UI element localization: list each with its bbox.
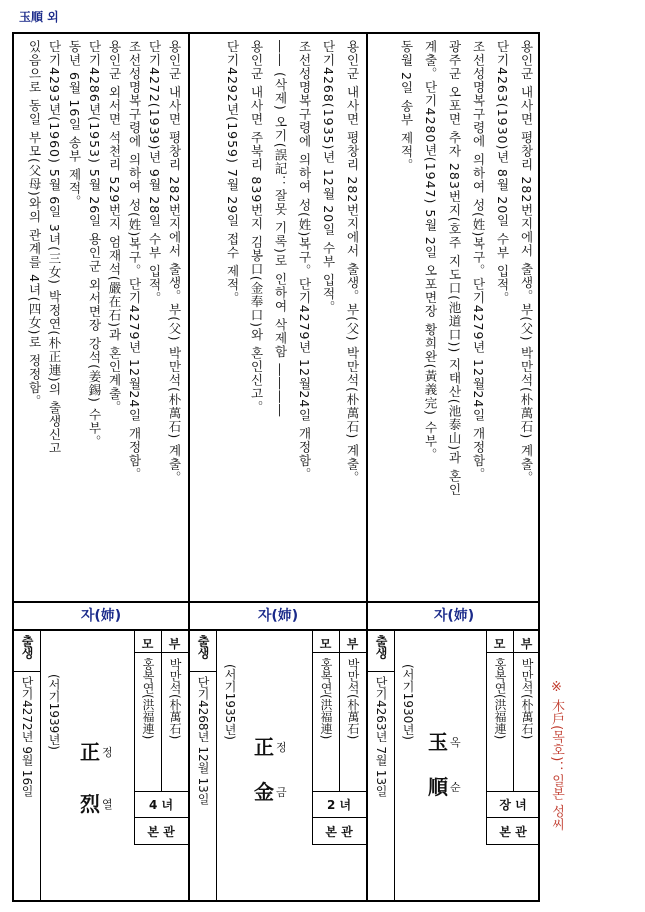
record-line: 계출。단기4280년(1947) 5월 2일 오포면장 황희완(黃義完) 수부。 [423,40,438,462]
child-order: 장 녀 [499,798,527,812]
grid-line [134,791,188,792]
record-line: ―― (삭제) 오기(誤記：잘못 기록)로 인하여 삭제함 ―――― [273,40,288,418]
name-char-1: 正 [80,740,100,764]
grid-line [486,844,540,845]
record-line: 조선성명복구령에 의하여 성(姓)복구。단기4279년 12월24일 개정함。 [471,40,486,481]
mother-name: 홍복연(洪福連) [319,658,333,740]
record-line: 용인군 내사면 평창리 282번지에서 출생。부(父) 박만석(朴萬石) 계출。 [167,40,182,485]
name-char-1: 正 [254,735,274,759]
birth-date: 단기4263년 7월 13일 [374,676,388,798]
record-line: 조선성명복구령에 의하여 성(姓)복구。단기4279년 12월24일 개정함。 [297,40,312,481]
mother-label: 모 [493,637,506,651]
grid-line [134,652,188,653]
birth-label: 출생 [374,635,388,659]
name-reading-2: 금 [276,786,287,799]
name-char-2: 金 [254,780,274,804]
father-name: 박만석(朴萬石) [520,658,534,740]
relation-header: 자(姉) [80,608,122,624]
birth-date: 단기4272년 9월 16일 [20,676,34,798]
record-line: 단기4263(1930)년 8월 20일 수부 입적。 [495,40,510,306]
grid-line [190,671,216,672]
birth-label: 출생 [20,635,34,659]
father-label: 부 [168,637,181,651]
record-line: 단기4268(1935)년 12월 20일 수부 입적。 [321,40,336,315]
grid-line [312,791,366,792]
birth-western-year: (서기1939년) [47,674,61,750]
grid-line [486,791,540,792]
record-line: 조선성명복구령에 의하여 성(姓)복구。단기4279년 12월24일 개정함。 [127,40,142,481]
father-label: 부 [520,637,533,651]
grid-line [312,844,366,845]
name-reading-1: 정 [102,746,113,759]
birth-western-year: (서기1935년) [223,664,237,740]
record-line: 광주군 오포면 추자 283번지(호주 지도口(池道口)) 지태산(池泰山)과 혼인 [447,40,462,497]
relation-header: 자(姉) [257,608,299,624]
grid-line [312,817,366,818]
name-reading-2: 열 [102,798,113,811]
grid-line [368,671,394,672]
register-frame [12,32,540,902]
record-line: 용인군 내사면 평창리 282번지에서 출생。부(父) 박만석(朴萬石) 계출。 [519,40,534,485]
grid-line [14,671,40,672]
record-line: 용인군 내사면 평창리 282번지에서 출생。부(父) 박만석(朴萬石) 계출。 [345,40,360,485]
record-line: 용인군 외서면 석천리 529번지 엄재석(嚴在石)과 혼인계출。 [107,40,122,414]
record-column-2 [190,34,366,900]
name-reading-1: 정 [276,741,287,754]
birth-label: 출생 [196,635,210,659]
grid-line [394,631,395,902]
grid-line [312,652,366,653]
record-line: 단기4272(1939)년 9월 28일 수부 입적。 [147,40,162,306]
record-line: 동년 6월 16일 송부 제적。 [67,40,82,209]
grid-line [134,844,188,845]
grid-line [216,631,217,902]
grid-line [486,652,540,653]
name-char-1: 玉 [428,730,448,754]
birth-date: 단기4268년 12월 13일 [196,676,210,805]
child-order: 4 녀 [148,798,174,812]
child-order: 2 녀 [326,798,352,812]
record-line: 단기4293년(1960) 5월 6일 3녀(三女) 박정연(朴正連)의 출생신고 [47,40,62,456]
name-char-2: 順 [428,775,448,799]
record-column-1 [368,34,540,900]
birth-western-year: (서기1930년) [401,664,415,740]
father-label: 부 [346,637,359,651]
record-line: 단기4286년(1953) 5월 26일 용인군 외서면장 강석(姜錫) 수부。 [87,40,102,449]
mother-name: 홍복연(洪福連) [141,658,155,740]
grid-line [161,631,162,791]
origin-label: 본 관 [325,825,353,839]
name-char-2: 烈 [80,792,100,816]
surname-note: ※ 木戶(목호)：일본 성씨 [549,680,564,831]
grid-line [40,631,41,902]
record-line: 있음으로 동일 부모(父母)와의 관계를 4녀(四女)로 정정함。 [27,40,42,408]
mother-label: 모 [319,637,332,651]
name-reading-1: 옥 [450,736,461,749]
record-line: 동월 2일 송부 제적。 [399,40,414,172]
record-line: 용인군 내사면 주북리 839번지 김봉口(金奉口)와 혼인신고。 [249,40,264,414]
grid-line [134,817,188,818]
grid-line [513,631,514,791]
record-line: 단기4292년(1959) 7월 29일 접수 제적。 [225,40,240,306]
grid-line [339,631,340,791]
name-reading-2: 순 [450,781,461,794]
grid-line [486,817,540,818]
mother-label: 모 [141,637,154,651]
origin-label: 본 관 [147,825,175,839]
record-column-3 [14,34,188,900]
father-name: 박만석(朴萬石) [346,658,360,740]
father-name: 박만석(朴萬石) [168,658,182,740]
mother-name: 홍복연(洪福連) [493,658,507,740]
origin-label: 본 관 [499,825,527,839]
document-title: 玉順 외 [19,10,59,24]
relation-header: 자(姉) [433,608,475,624]
